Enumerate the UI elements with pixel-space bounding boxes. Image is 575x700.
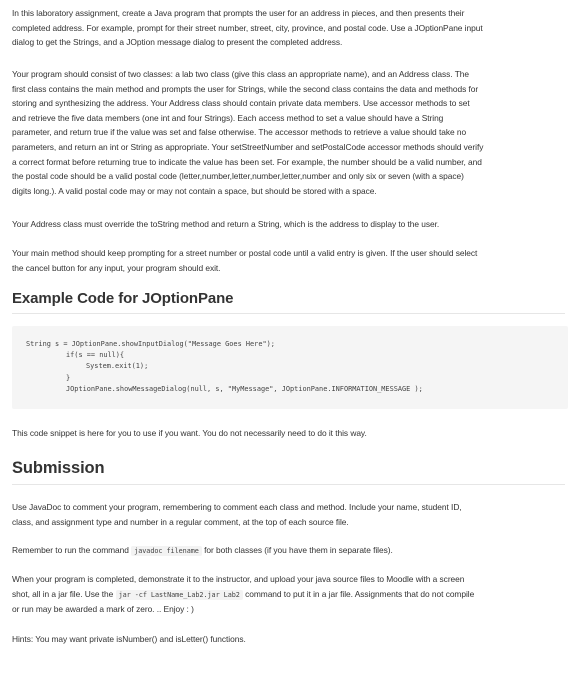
example-heading: Example Code for JOptionPane (12, 290, 234, 307)
classes-line: Your program should consist of two classes: a lab two class (give this class an appropriate name), and an Address class. The (12, 69, 469, 79)
mainloop-paragraph (12, 246, 565, 275)
demo-line (12, 587, 565, 603)
hints-paragraph (12, 632, 565, 647)
classes-line: the postal code should be a valid postal code (letter,number,letter,number,letter,number and only six or seven (with a space) (12, 171, 464, 182)
code-block (12, 326, 568, 409)
code-note (12, 426, 565, 441)
code-line: System.exit(1); (86, 362, 149, 370)
javadoc-line: class, and assignment type and number in a regular comment, at the top of each source file. (12, 516, 349, 527)
javadoc-line: Use JavaDoc to comment your program, remembering to comment each class and method. Include your name, student ID, (12, 502, 462, 512)
tostring-line: Your Address class must override the toString method and return a String, which is the address to display to the user. (12, 219, 440, 229)
javadoc-paragraph (12, 500, 565, 529)
remember-text: for both classes (if you have them in separate files). (201, 545, 393, 555)
hints-text: Hints: You may want private isNumber() and isLetter() functions. (12, 634, 246, 644)
code-note-text: This code snippet is here for you to use if you want. You do not necessarily need to do it this way. (12, 428, 367, 438)
tostring-paragraph (12, 217, 565, 232)
jar-command: jar -cf LastName_Lab2.jar Lab2 (116, 590, 243, 600)
javadoc-command: javadoc filename (131, 546, 202, 556)
demo-line: or run may be awarded a mark of zero. .. Enjoy : ) (12, 604, 194, 615)
code-line: } (66, 374, 71, 382)
intro-line: In this laboratory assignment, create a Java program that prompts the user for an address in pieces, and then presents their (12, 8, 465, 18)
example-divider (12, 313, 565, 314)
classes-line: parameter, and return true if the value was set and false otherwise. The accessor methods to retrieve a value should take no (12, 127, 467, 138)
demo-line: When your program is completed, demonstrate it to the instructor, and upload your java source files to Moodle with a screen (12, 574, 465, 584)
intro-line: dialog to get the Strings, and a JOption message dialog to present the completed address. (12, 37, 343, 48)
classes-line: and retrieve the five data members (one int and four Strings). Each access method to set a value should have a String (12, 112, 444, 123)
submission-divider (12, 484, 565, 485)
remember-paragraph (12, 543, 565, 559)
demo-text: shot, all in a jar file. Use the (12, 588, 116, 599)
code-line: if(s == null){ (66, 351, 125, 359)
code-line: JOptionPane.showMessageDialog(null, s, "MyMessage", JOptionPane.INFORMATION_MESSAGE ); (66, 385, 423, 393)
submission-heading: Submission (12, 459, 105, 477)
classes-line: digits long.). A valid postal code may or may not contain a space, but should be stored with a space. (12, 185, 377, 196)
mainloop-line: Your main method should keep prompting for a street number or postal code until a valid entry is given. If the user should select (12, 248, 478, 258)
remember-line (12, 543, 565, 559)
code-line: String s = JOptionPane.showInputDialog("Message Goes Here"); (26, 340, 275, 348)
intro-paragraph (12, 6, 565, 50)
intro-line: completed address. For example, prompt for their street number, street, city, province, and postal code. Use a JOptionPane input (12, 22, 483, 33)
remember-text: Remember to run the command (12, 545, 132, 555)
demo-text: command to put it in a jar file. Assignments that do not compile (242, 588, 475, 599)
mainloop-line: the cancel button for any input, your program should exit. (12, 262, 221, 273)
classes-paragraph (12, 67, 565, 198)
classes-line: a correct format before returning true to indicate the value has been set. For example, the number should be a valid number, and (12, 156, 482, 167)
classes-line: storing and synthesizing the address. Your Address class should contain private data members. Use accessor methods to set (12, 98, 470, 109)
classes-line: parameters, and return an int or String as appropriate. Your setStreetNumber and setPostalCode accessor methods should verify (12, 141, 484, 152)
demo-paragraph (12, 572, 565, 617)
classes-line: first class contains the main method and prompts the user for Strings, while the second class contains the data and methods for (12, 83, 479, 94)
